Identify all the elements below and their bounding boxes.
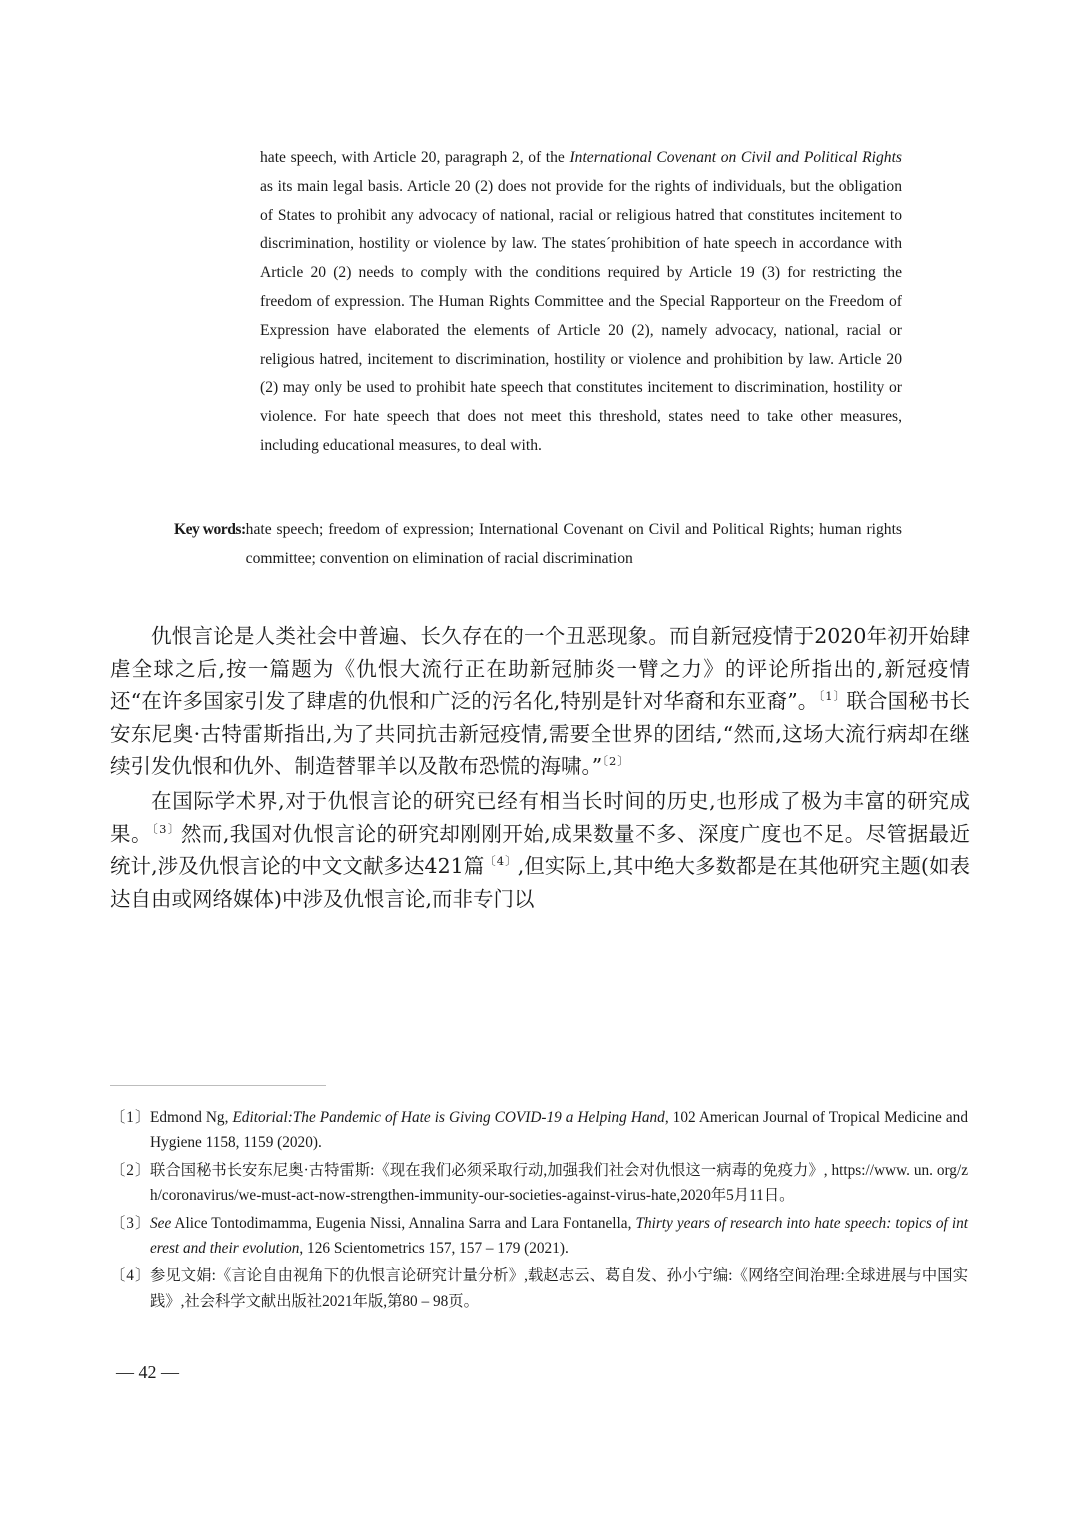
- body-segment: 然而,我国对仇恨言论的研究却刚刚开始,成果数量不多、深度广度也不足。尽管据最近统计,涉及仇恨言论的中文文献多达421篇: [110, 821, 971, 879]
- keywords-text: hate speech; freedom of expression; International Covenant on Civil and Political Rights; human rights committee; convention on elimination of racial discrimination: [245, 521, 902, 567]
- footnote-segment: 参见文娟:《言论自由视角下的仇恨言论研究计量分析》,载赵志云、葛自发、孙小宁编:《网络空间治理:全球进展与中国实践》,社会科学文献出版社2021年版,第80 – 98页。: [150, 1267, 968, 1310]
- body-segment: 联合国秘书长安东尼奥·古特雷斯指出,为了共同抗击新冠疫情,需要全世界的团结,“然而,这场大流行病却在继续引发仇恨和仇外、制造替罪羊以及散布恐慌的海啸。”: [110, 689, 970, 779]
- body-paragraph: [110, 620, 970, 783]
- footnote-segment: 联合国秘书长安东尼奥·古特雷斯:《现在我们必须采取行动,加强我们社会对仇恨这一病毒的免疫力》, https://www. un. org/zh/coronavirus/we-must-act-now-strengthen-immunity-our-societies-against-virus-hate,2020年5月11日。: [150, 1161, 968, 1205]
- footnote-text: [150, 1105, 968, 1156]
- footnote-ref[interactable]: 〔4〕: [484, 854, 518, 869]
- abstract-segment: hate speech, with Article 20, paragraph 2, of the: [260, 149, 570, 166]
- keywords-separator: :: [240, 521, 246, 538]
- footnote-segment: , 102 American Journal of Tropical Medicine and Hygiene 1158, 1159 (2020).: [150, 1109, 968, 1152]
- footnote-ref[interactable]: 〔3〕: [151, 821, 181, 836]
- footnote-ref[interactable]: 〔2〕: [602, 754, 630, 769]
- footnote-number: 〔3〕: [110, 1214, 152, 1232]
- footnote-text: [150, 1263, 968, 1314]
- footnote-text: [150, 1211, 968, 1262]
- page-number: — 42 —: [116, 1362, 179, 1382]
- footnote-text: [150, 1158, 968, 1209]
- abstract-text: [260, 144, 902, 461]
- footnote-segment: Alice Tontodimamma, Eugenia Nissi, Annalina Sarra and Lara Fontanella,: [171, 1214, 636, 1232]
- footnote-article-title: Editorial:The Pandemic of Hate is Giving COVID-19 a Helping Hand: [232, 1109, 665, 1126]
- footnote-number: 〔2〕: [110, 1161, 152, 1179]
- footnote-item: [110, 1263, 968, 1314]
- footnote-item: [110, 1105, 968, 1156]
- body-text: [110, 620, 970, 915]
- body-paragraph: [110, 785, 970, 915]
- footnote-signal: See: [150, 1214, 172, 1232]
- body-segment: ,但实际上,其中绝大多数都是在其他研究主题(如表达自由或网络媒体)中涉及仇恨言论,而非专门以: [110, 854, 970, 911]
- abstract-segment: as its main legal basis. Article 20 (2) does not provide for the rights of individuals, but the obligation of States to prohibit any advocacy of national, racial or religious hatred that constitutes incitement to discrimination, hostility or violence by law. The states´prohibition of hate speech in accordance with Article 20 (2) needs to comply with the conditions required by Article 19 (3) for restricting the freedom of expression. The Human Rights Committee and the Special Rapporteur on the Freedom of Expression have elaborated the elements of Article 20 (2), namely advocacy, national, racial or religious hatred, incitement to discrimination, hostility or violence and prohibition by law. Article 20 (2) may only be used to prohibit hate speech that constitutes incitement to discrimination, hostility or violence. For hate speech that does not meet this threshold, states need to take other measures, including educational measures, to deal with.: [260, 177, 902, 454]
- keywords-label: Key words: [174, 521, 241, 538]
- footnote-divider: [110, 1085, 326, 1086]
- footnotes-list: [110, 1105, 968, 1316]
- footnote-segment: , 126 Scientometrics 157, 157 – 179 (2021).: [299, 1240, 569, 1258]
- body-segment: 在国际学术界,对于仇恨言论的研究已经有相当长时间的历史,也形成了极为丰富的研究成果。: [110, 788, 970, 846]
- footnote-article-title: Thirty years of research into hate speech: topics of interest and their evolution: [150, 1214, 968, 1258]
- keywords-block: [174, 516, 902, 574]
- footnote-number: 〔1〕: [110, 1109, 152, 1126]
- footnote-segment: Edmond Ng,: [150, 1109, 233, 1126]
- footnote-ref[interactable]: 〔1〕: [818, 689, 847, 704]
- footnote-item: [110, 1211, 968, 1262]
- body-segment: 仇恨言论是人类社会中普遍、长久存在的一个丑恶现象。而自新冠疫情于2020年初开始肆虐全球之后,按一篇题为《仇恨大流行正在助新冠肺炎一臂之力》的评论所指出的,新冠疫情还“在许多国家引发了肆虐的仇恨和广泛的污名化,特别是针对华裔和东亚裔”。: [110, 624, 970, 714]
- abstract-covenant-title: International Covenant on Civil and Political Rights: [569, 149, 902, 166]
- footnote-item: [110, 1158, 968, 1209]
- footnote-number: 〔4〕: [110, 1267, 152, 1285]
